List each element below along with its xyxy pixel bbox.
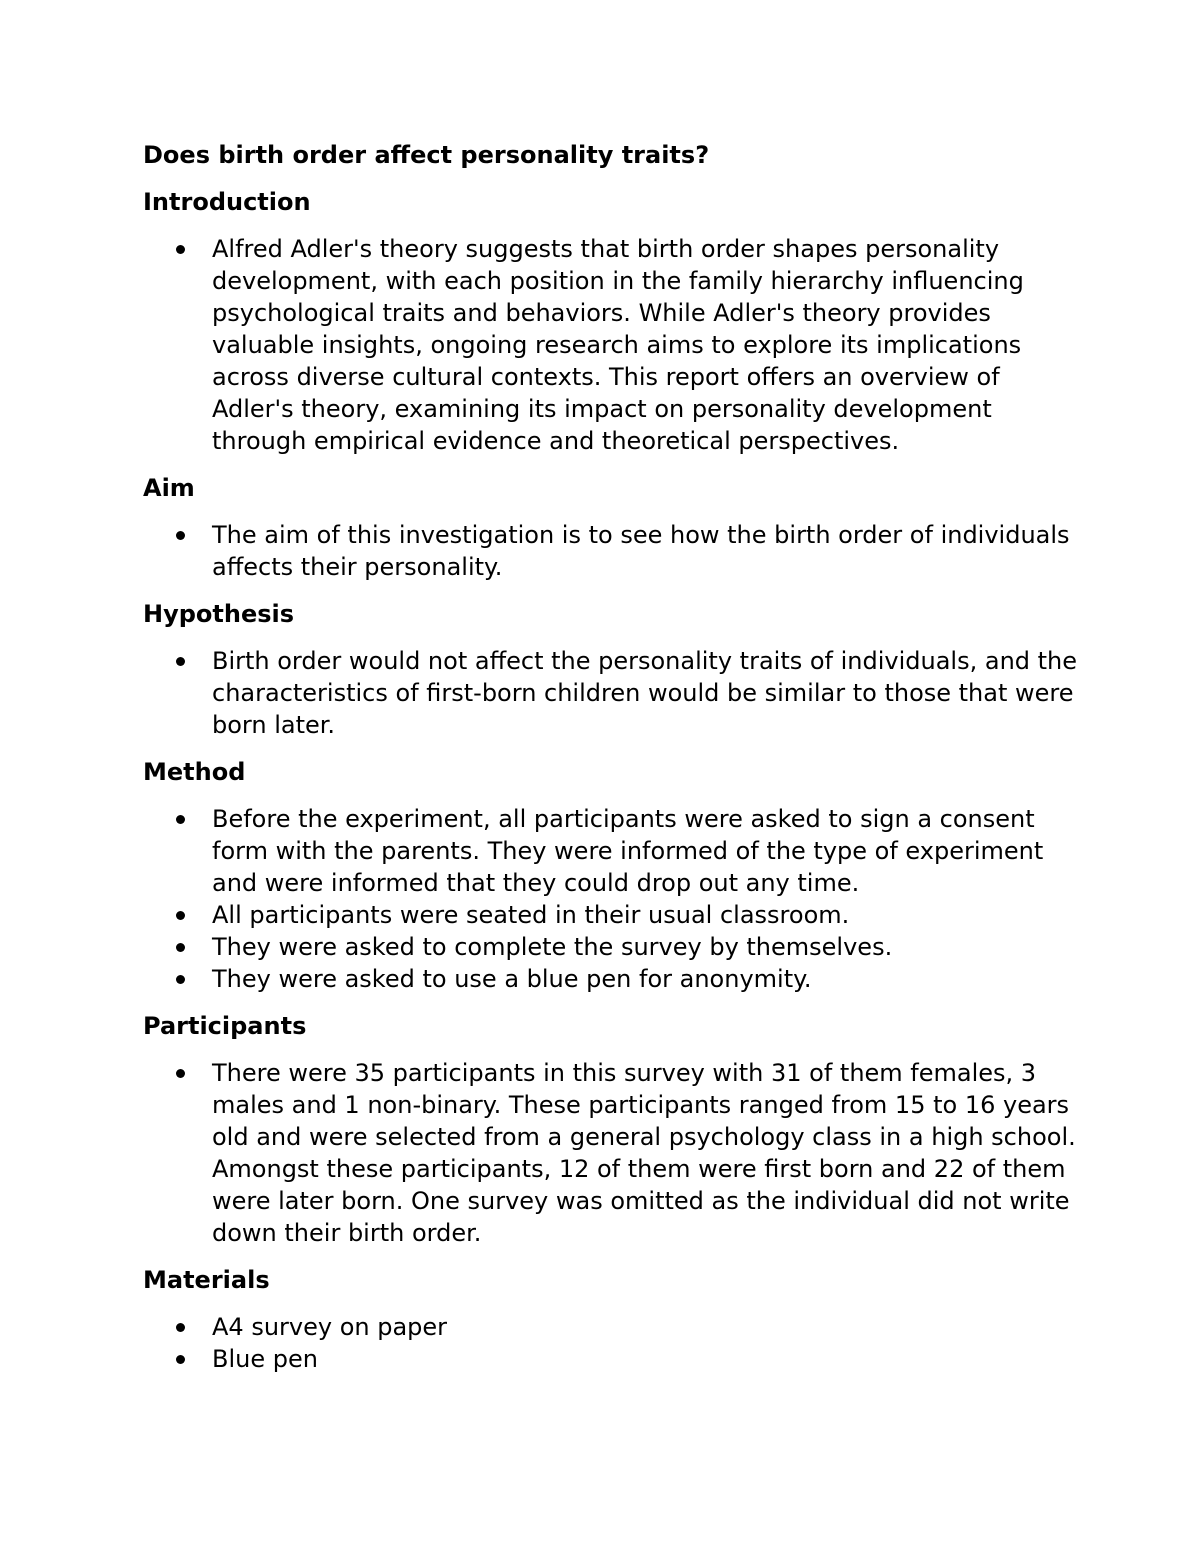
- list-item-text: There were 35 participants in this survey with 31 of them females, 3 males and 1 non-binary. These participants ranged from 15 to 16 years old and were selected from a general psychology class in a high school. Amongst these participants, 12 of them were first born and 22 of them were later born. One survey was omitted as the individual did not write down their birth order.: [212, 1059, 1076, 1247]
- bullet-icon: [176, 1323, 185, 1332]
- bullet-icon: [176, 975, 185, 984]
- bullet-list: [143, 233, 1083, 457]
- list-item-text: Alfred Adler's theory suggests that birth order shapes personality development, with each position in the family hierarchy influencing psychological traits and behaviors. While Adler's theory provides valuable insights, ongoing research aims to explore its implications across diverse cultural contexts. This report offers an overview of Adler's theory, examining its impact on personality development through empirical evidence and theoretical perspectives.: [212, 235, 1024, 455]
- bullet-list: [143, 645, 1083, 741]
- list-item: [143, 931, 1083, 963]
- bullet-icon: [176, 1355, 185, 1364]
- section-hypothesis: [143, 598, 1083, 741]
- list-item: [143, 899, 1083, 931]
- list-item: [143, 233, 1083, 457]
- section-method: [143, 756, 1083, 995]
- list-item-text: The aim of this investigation is to see how the birth order of individuals affects their personality.: [212, 521, 1070, 581]
- list-item-text: Blue pen: [212, 1345, 318, 1373]
- section-heading: Method: [143, 758, 246, 786]
- bullet-list: [143, 803, 1083, 995]
- section-heading: Aim: [143, 474, 195, 502]
- section-heading: Participants: [143, 1012, 307, 1040]
- list-item: [143, 803, 1083, 899]
- list-item-text: Before the experiment, all participants were asked to sign a consent form with the parents. They were informed of the type of experiment and were informed that they could drop out any time.: [212, 805, 1044, 897]
- section-heading: Materials: [143, 1266, 270, 1294]
- list-item: [143, 1057, 1083, 1249]
- list-item: [143, 645, 1083, 741]
- list-item: [143, 963, 1083, 995]
- list-item: [143, 1343, 1083, 1375]
- section-materials: [143, 1264, 1083, 1375]
- bullet-list: [143, 1311, 1083, 1375]
- list-item-text: They were asked to complete the survey by themselves.: [212, 933, 893, 961]
- list-item-text: Birth order would not affect the personality traits of individuals, and the characteristics of first-born children would be similar to those that were born later.: [212, 647, 1078, 739]
- list-item: [143, 1311, 1083, 1343]
- bullet-icon: [176, 245, 185, 254]
- bullet-icon: [176, 911, 185, 920]
- section-participants: [143, 1010, 1083, 1249]
- section-introduction: [143, 186, 1083, 457]
- list-item-text: A4 survey on paper: [212, 1313, 448, 1341]
- list-item: [143, 519, 1083, 583]
- section-aim: [143, 472, 1083, 583]
- list-item-text: All participants were seated in their usual classroom.: [212, 901, 850, 929]
- section-heading: Hypothesis: [143, 600, 295, 628]
- bullet-list: [143, 1057, 1083, 1249]
- bullet-icon: [176, 531, 185, 540]
- bullet-icon: [176, 815, 185, 824]
- list-item-text: They were asked to use a blue pen for anonymity.: [212, 965, 812, 993]
- bullet-icon: [176, 657, 185, 666]
- document-title: Does birth order affect personality traits?: [143, 141, 710, 169]
- bullet-icon: [176, 943, 185, 952]
- section-heading: Introduction: [143, 188, 311, 216]
- bullet-list: [143, 519, 1083, 583]
- bullet-icon: [176, 1069, 185, 1078]
- document-page: [143, 139, 1083, 1390]
